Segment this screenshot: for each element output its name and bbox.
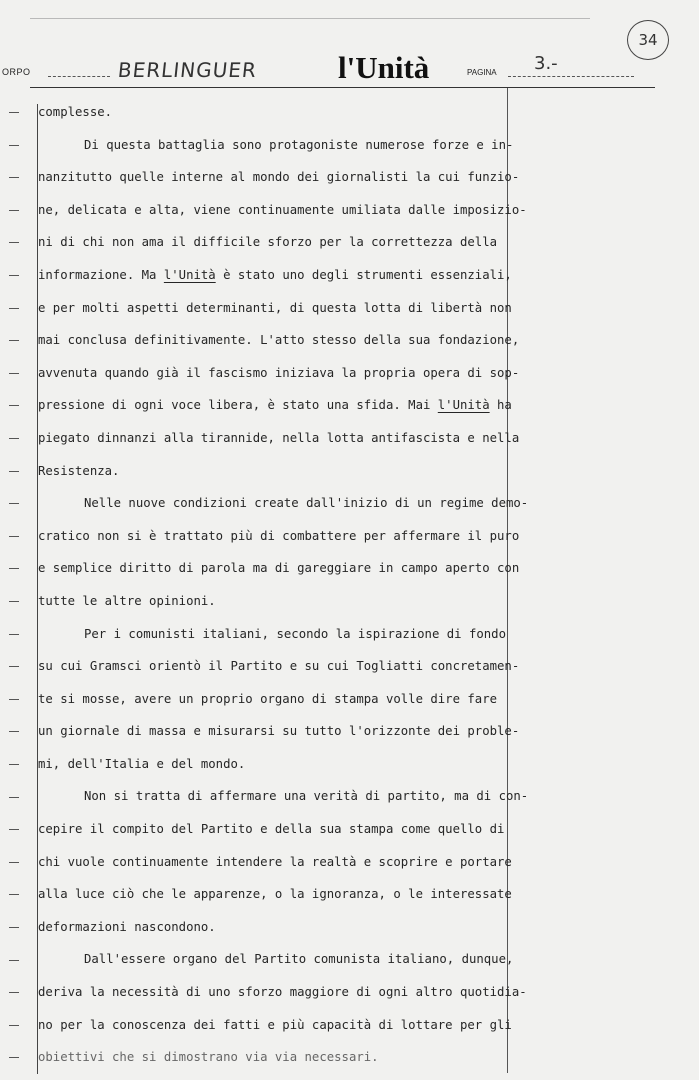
text-line: mai conclusa definitivamente. L'atto stesso della sua fondazione, (38, 333, 520, 348)
underlined-title: l'Unità (163, 267, 216, 282)
margin-tick (9, 1057, 19, 1058)
text-line: complesse. (38, 105, 113, 119)
pagina-fill-line (508, 76, 634, 77)
text-line: Per i comunisti italiani, secondo la ispirazione di fondo (84, 626, 506, 641)
margin-tick (9, 699, 19, 700)
text-line: chi vuole continuamente intendere la realtà e scoprire e portare (38, 854, 512, 869)
margin-tick (9, 1025, 19, 1026)
text-line: cratico non si è trattato più di combattere per affermare il puro (38, 528, 520, 543)
margin-tick (9, 471, 19, 472)
margin-tick (9, 340, 19, 341)
text-line: su cui Gramsci orientò il Partito e su cui Togliatti concretamen- (38, 659, 520, 674)
text-line: nanzitutto quelle interne al mondo dei giornalisti la cui funzio- (38, 170, 520, 185)
margin-tick (9, 960, 19, 961)
text-line: e semplice diritto di parola ma di gareggiare in campo aperto con (38, 561, 520, 576)
text-line (38, 259, 512, 292)
text-line: Resistenza. (38, 463, 120, 478)
text-line: piegato dinnanzi alla tirannide, nella lotta antifascista e nella (38, 430, 520, 445)
margin-tick (9, 731, 19, 732)
text-segment: informazione. Ma (38, 267, 164, 282)
margin-tick (9, 764, 19, 765)
text-line: te si mosse, avere un proprio organo di stampa volle dire fare (38, 691, 498, 706)
author-handwritten: BERLINGUER (116, 58, 259, 82)
margin-tick (9, 275, 19, 276)
margin-tick (9, 503, 19, 504)
margin-tick (9, 405, 19, 406)
margin-tick (9, 992, 19, 993)
margin-tick (9, 666, 19, 667)
margin-tick (9, 438, 19, 439)
text-line: tutte le altre opinioni. (38, 593, 216, 608)
text-line: avvenuta quando già il fascismo iniziava la propria opera di sop- (38, 365, 520, 380)
margin-tick (9, 862, 19, 863)
text-line: e per molti aspetti determinanti, di questa lotta di libertà non (38, 300, 512, 315)
sheet-number-circle (627, 20, 669, 60)
text-line: obiettivi che si dimostrano via via necessari. (38, 1050, 379, 1065)
margin-tick (9, 568, 19, 569)
margin-tick (9, 145, 19, 146)
text-line: deriva la necessità di uno sforzo maggiore di ogni altro quotidia- (38, 985, 527, 1000)
text-line: Di questa battaglia sono protagoniste numerose forze e in- (84, 137, 514, 152)
margin-tick (9, 927, 19, 928)
text-line: mi, dell'Italia e del mondo. (38, 756, 246, 771)
margin-tick (9, 210, 19, 211)
text-line: alla luce ciò che le apparenze, o la ignoranza, o le interessate (38, 887, 512, 902)
text-segment: è stato uno degli strumenti essenziali, (215, 267, 512, 282)
margin-tick (9, 634, 19, 635)
text-line: un giornale di massa e misurarsi su tutto l'orizzonte dei proble- (38, 724, 520, 739)
margin-tick (9, 829, 19, 830)
header-top-rule (30, 18, 590, 19)
text-line: Non si tratta di affermare una verità di partito, ma di con- (84, 789, 529, 804)
sheet-number: 34 (638, 31, 658, 49)
text-segment: ha (489, 398, 512, 413)
text-line: Dall'essere organo del Partito comunista italiano, dunque, (84, 952, 514, 967)
margin-tick (9, 894, 19, 895)
page-number-handwritten: 3.- (534, 53, 558, 74)
text-line: ni di chi non ama il difficile sforzo per la correttezza della (38, 235, 498, 250)
text-line: no per la conoscenza dei fatti e più capacità di lottare per gli (38, 1017, 512, 1032)
header-rule (30, 87, 655, 88)
text-segment: pressione di ogni voce libera, è stato una sfida. Mai (38, 398, 438, 413)
margin-tick (9, 308, 19, 309)
margin-tick (9, 797, 19, 798)
margin-tick (9, 242, 19, 243)
section-fill-line (48, 76, 110, 77)
margin-tick (9, 536, 19, 537)
text-line (38, 389, 512, 422)
text-line: Nelle nuove condizioni create dall'inizio di un regime demo- (84, 496, 529, 511)
masthead: l'Unità (338, 50, 430, 85)
margin-tick (9, 177, 19, 178)
pagina-label: PAGINA (467, 68, 497, 77)
text-line: cepire il compito del Partito e della sua stampa come quello di (38, 822, 505, 837)
margin-tick (9, 112, 19, 113)
section-label: ORPO (2, 67, 31, 77)
text-line: ne, delicata e alta, viene continuamente umiliata dalle imposizio- (38, 202, 527, 217)
underlined-title: l'Unità (437, 398, 490, 413)
body-text (38, 96, 529, 1065)
margin-tick (9, 373, 19, 374)
margin-tick (9, 601, 19, 602)
text-line: deformazioni nascondono. (38, 919, 216, 934)
